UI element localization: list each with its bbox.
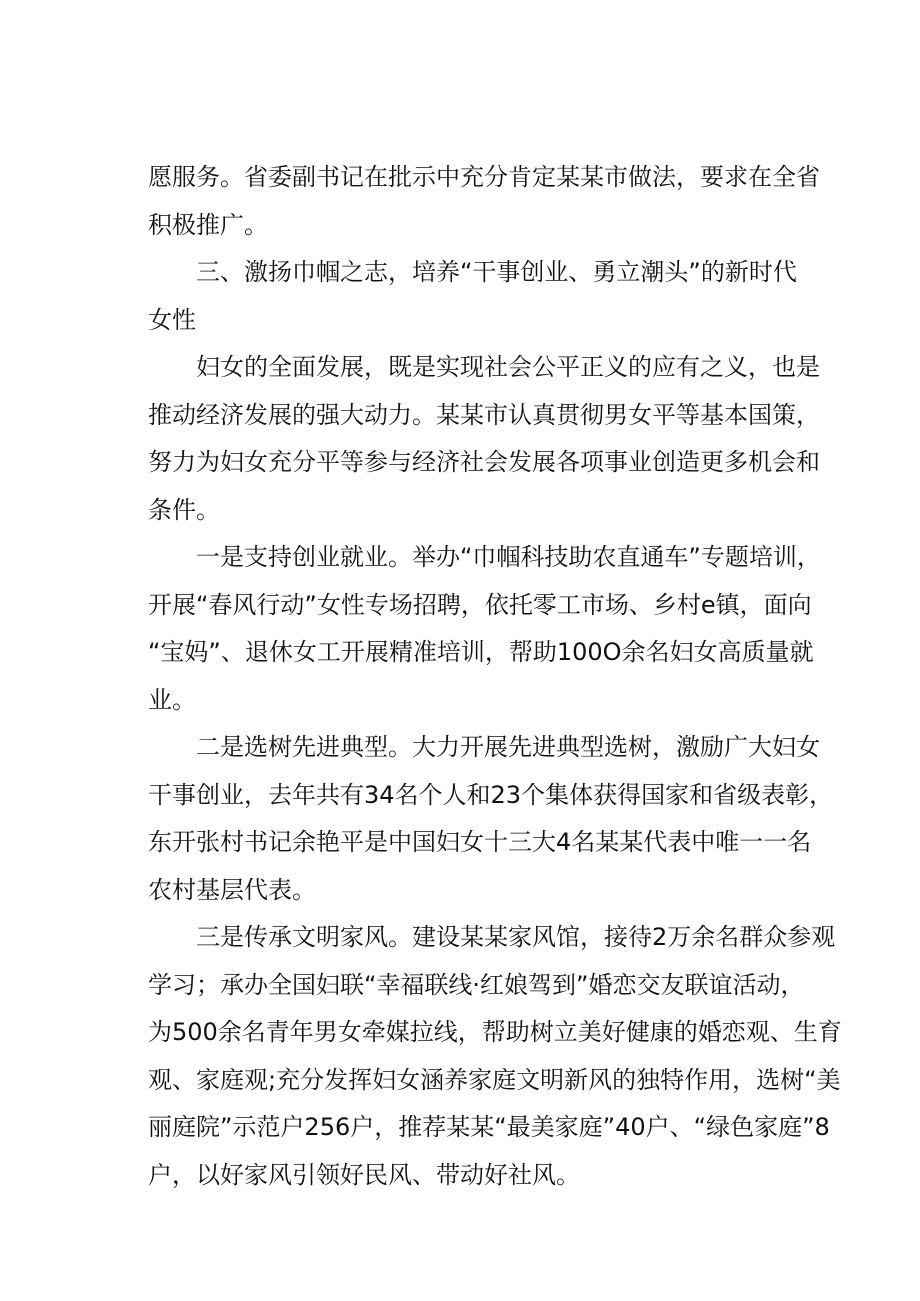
text-line: 户，以好家风引领好民风、带动好社风。 <box>148 1160 580 1189</box>
text-line: 二是选树先进典型。大力开展先进典型选树，激励广大妇女 <box>196 733 820 761</box>
paragraph-role-models <box>148 724 834 914</box>
paragraph-family-values <box>148 914 842 1199</box>
text-line: 业。 <box>148 685 196 714</box>
text-line: 女性 <box>148 305 196 334</box>
text-line: 东开张村书记余艳平是中国妇女十三大4名某某代表中唯一一名 <box>148 828 812 856</box>
text-line: 学习；承办全国妇联“幸福联线·红娘驾到”婚恋交友联谊活动， <box>148 970 805 999</box>
text-line: 丽庭院”示范户256户，推荐某某“最美家庭”40户、“绿色家庭”8 <box>148 1113 830 1141</box>
text-line: 愿服务。省委副书记在批示中充分肯定某某市做法，要求在全省 <box>148 163 820 191</box>
text-line: 观、家庭观;充分发挥妇女涵养家庭文明新风的独特作用，选树“美 <box>148 1065 841 1094</box>
paragraph-intro <box>148 344 820 534</box>
text-line: 一是支持创业就业。举办“巾帼科技助农直通车”专题培训， <box>196 543 821 571</box>
text-line: 农村基层代表。 <box>148 875 316 904</box>
text-line: 推动经济发展的强大动力。某某市认真贯彻男女平等基本国策， <box>148 400 820 429</box>
text-line: 三、激扬巾帼之志，培养“干事创业、勇立潮头”的新时代 <box>196 258 797 286</box>
text-line: 开展“春风行动”女性专场招聘，依托零工市场、乡村e镇，面向 <box>148 590 812 619</box>
text-line: 妇女的全面发展，既是实现社会公平正义的应有之义，也是 <box>196 353 820 381</box>
document-body <box>148 154 842 1199</box>
paragraph-employment <box>148 534 821 724</box>
text-line: 为500余名青年男女牵媒拉线，帮助树立美好健康的婚恋观、生育 <box>148 1018 842 1046</box>
paragraph-continuation <box>148 154 820 249</box>
section-heading <box>148 249 808 344</box>
text-line: “宝妈”、退休女工开展精准培训，帮助100O余名妇女高质量就 <box>148 638 814 666</box>
text-line: 努力为妇女充分平等参与经济社会发展各项事业创造更多机会和 <box>148 448 820 476</box>
text-line: 积极推广。 <box>148 210 268 239</box>
text-line: 干事创业，去年共有34名个人和23个集体获得国家和省级表彰， <box>148 780 834 809</box>
text-line: 条件。 <box>148 495 220 524</box>
text-line: 三是传承文明家风。建设某某家风馆，接待2万余名群众参观 <box>196 923 836 951</box>
